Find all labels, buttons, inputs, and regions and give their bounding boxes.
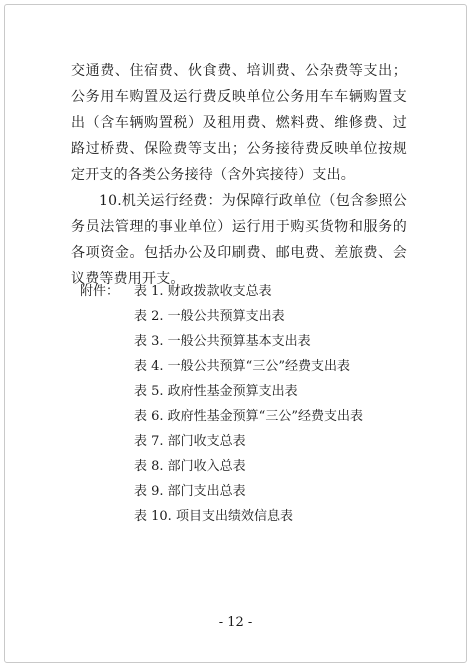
attachment-item: 表 4. 一般公共预算“三公”经费支出表: [134, 359, 350, 374]
attachment-item: 表 5. 政府性基金预算支出表: [134, 384, 298, 399]
attachment-row: [80, 454, 363, 479]
attachment-item: 表 9. 部门支出总表: [134, 484, 246, 499]
attachment-list: [80, 279, 363, 529]
attachment-item: 表 2. 一般公共预算支出表: [134, 309, 285, 324]
attachment-item: 表 3. 一般公共预算基本支出表: [134, 334, 311, 349]
attachment-item: 表 8. 部门收入总表: [134, 459, 246, 474]
attachment-row: [80, 329, 363, 354]
attachment-item: 表 6. 政府性基金预算“三公”经费支出表: [134, 409, 363, 424]
body-text: [71, 58, 407, 292]
attachment-item: 表 10. 项目支出绩效信息表: [134, 509, 293, 524]
attachment-item: 表 1. 财政拨款收支总表: [134, 284, 272, 299]
attachment-row: [80, 504, 363, 529]
attachment-row: [80, 429, 363, 454]
attachment-label: 附件：: [80, 284, 120, 299]
paragraph-expense-definitions: 交通费、住宿费、伙食费、培训费、公杂费等支出；公务用车购置及运行费反映单位公务用车车辆购置支出（含车辆购置税）及租用费、燃料费、维修费、过路过桥费、保险费等支出；公务接待费反映单位按规定开支的各类公务接待（含外宾接待）支出。: [71, 63, 407, 183]
attachment-row: [80, 354, 363, 379]
attachment-row: [80, 279, 363, 304]
attachment-row: [80, 379, 363, 404]
attachment-row: [80, 404, 363, 429]
paragraph-operating-expenses: 10.机关运行经费：为保障行政单位（包含参照公务员法管理的事业单位）运行用于购买货物和服务的各项资金。包括办公及印刷费、邮电费、差旅费、会议费等费用开支。: [71, 193, 407, 287]
attachment-row: [80, 479, 363, 504]
attachment-item: 表 7. 部门收支总表: [134, 434, 246, 449]
attachment-row: [80, 304, 363, 329]
page-number: - 12 -: [218, 615, 253, 630]
